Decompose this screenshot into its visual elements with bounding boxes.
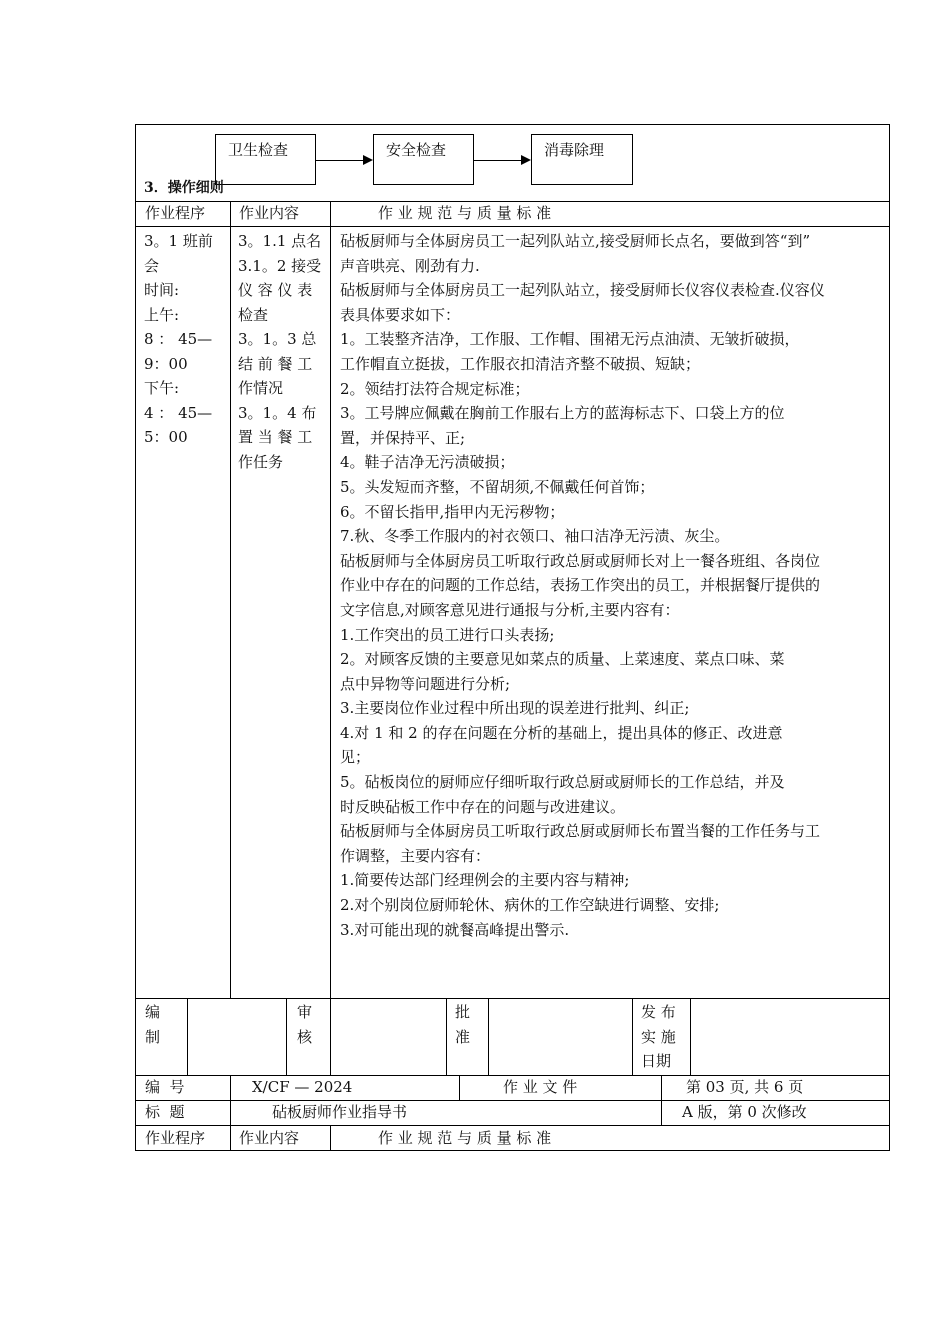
col-divider (230, 1125, 231, 1151)
col-divider (632, 998, 633, 1075)
signoff-char: 准 (455, 1027, 471, 1046)
standard-line: 4.对 1 和 2 的存在问题在分析的基础上，提出具体的修正、改进意 (340, 723, 783, 742)
standard-line: 置，并保持平、正; (340, 428, 466, 447)
standard-line: 4。鞋子洁净无污渍破损； (340, 453, 515, 472)
standard-line: 作业中存在的问题的工作总结，表扬工作突出的员工，并根据餐厅提供的 (340, 576, 821, 595)
standard-line: 2。领结打法符合规定标准； (340, 379, 530, 398)
col-divider (230, 1075, 231, 1125)
standard-line: 声音哄亮、刚劲有力. (340, 256, 480, 275)
content-column (238, 229, 326, 474)
row-divider (135, 998, 890, 999)
header-content: 作业内容 (239, 204, 300, 222)
flow-step-label: 消毒除理 (544, 141, 605, 159)
standard-line: 2.对个别岗位厨师轮休、病休的工作空缺进行调整、安排; (340, 896, 720, 915)
col-divider (690, 998, 691, 1075)
standard-line: 时反映砧板工作中存在的问题与改进建议。 (340, 797, 626, 816)
procedure-column (144, 229, 226, 450)
standard-line: 砧板厨师与全体厨房员工一起列队站立,接受厨师长点名，要做到答“到” (340, 232, 811, 250)
standard-line: 作调整，主要内容有： (340, 846, 491, 865)
signoff-approve-label (455, 1000, 470, 1049)
flow-arrow (316, 160, 364, 161)
procedure-line: 时间: (144, 281, 180, 299)
col-divider (459, 1075, 460, 1100)
flow-step-label: 卫生检查 (228, 141, 289, 159)
standard-line: 1。工装整齐洁净，工作服、工作帽、围裙无污点油渍、无皱折破损， (340, 330, 800, 349)
content-line: 仪 容 仪 表 (238, 281, 313, 299)
page-info: 第 03 页, 共 6 页 (686, 1078, 804, 1096)
col-divider (187, 998, 188, 1075)
procedure-line: 5：00 (144, 428, 188, 446)
section-heading: 3．操作细则 (144, 180, 224, 196)
standard-line: 1.工作突出的员工进行口头表扬; (340, 625, 555, 644)
col-divider (488, 998, 489, 1075)
col-divider (446, 998, 447, 1075)
signoff-char: 核 (297, 1027, 313, 1046)
flow-step-disinfection (531, 134, 633, 185)
procedure-line: 3。1 班前 (144, 232, 213, 250)
col-divider (330, 1125, 331, 1151)
procedure-line: 会 (144, 256, 160, 275)
footer-header-standard: 作 业 规 范 与 质 量 标 准 (378, 1129, 552, 1147)
standard-line: 7.秋、冬季工作服内的衬衣领口、袖口洁净无污渍、灰尘。 (340, 527, 730, 546)
row-divider (135, 226, 890, 227)
col-divider (330, 201, 331, 998)
standard-line: 6。不留长指甲,指甲内无污秽物； (340, 502, 565, 521)
footer-header-procedure: 作业程序 (145, 1129, 206, 1147)
flow-step-hygiene-check (215, 134, 316, 185)
content-line: 作任务 (238, 452, 284, 471)
standard-line: 5。砧板岗位的厨师应仔细听取行政总厨或厨师长的工作总结，并及 (340, 773, 785, 792)
col-divider (286, 998, 287, 1075)
signoff-char: 编 (145, 1003, 161, 1021)
procedure-line: 9：00 (144, 354, 188, 373)
standard-line: 5。头发短而齐整，不留胡须,不佩戴任何首饰； (340, 477, 655, 496)
col-divider (230, 201, 231, 998)
standard-line: 3.对可能出现的就餐高峰提出警示. (340, 920, 570, 939)
content-line: 3。1。3 总 (238, 330, 317, 348)
header-procedure: 作业程序 (145, 204, 206, 222)
standard-line: 砧板厨师与全体厨房员工听取行政总厨或厨师长对上一餐各班组、各岗位 (340, 551, 821, 570)
standard-line: 2。对顾客反馈的主要意见如菜点的质量、上菜速度、菜点口味、菜 (340, 650, 785, 669)
standard-line: 见； (340, 748, 371, 767)
title-value: 砧板厨师作业指导书 (272, 1103, 408, 1121)
revision: A 版，第 0 次修改 (682, 1103, 807, 1121)
arrow-head-icon (363, 155, 373, 165)
content-line: 3.1。2 接受 (238, 256, 322, 275)
standard-line: 3。工号牌应佩戴在胸前工作服右上方的蓝海标志下、口袋上方的位 (340, 404, 785, 423)
standard-line: 表具体要求如下： (340, 305, 461, 324)
content-line: 3。1.1 点名 (238, 232, 322, 250)
signoff-char: 批 (455, 1003, 471, 1021)
signoff-review-label (297, 1000, 312, 1049)
content-line: 检查 (238, 305, 269, 324)
standard-line: 文字信息,对顾客意见进行通报与分析,主要内容有： (340, 600, 680, 619)
content-line: 置 当 餐 工 (238, 428, 313, 446)
arrow-head-icon (521, 155, 531, 165)
signoff-char: 制 (145, 1027, 161, 1046)
flow-step-label: 安全检查 (386, 141, 447, 159)
title-label: 标 题 (145, 1103, 185, 1121)
standard-line: 1.简要传达部门经理例会的主要内容与精神; (340, 871, 630, 890)
standard-line: 3.主要岗位作业过程中所出现的误差进行批判、纠正; (340, 699, 690, 718)
procedure-line: 8 ： 45— (144, 330, 213, 348)
content-line: 3。1。4 布 (238, 403, 317, 422)
footer-header-content: 作业内容 (239, 1129, 300, 1147)
flow-arrow (474, 160, 522, 161)
procedure-line: 上午: (144, 305, 180, 324)
standard-line: 砧板厨师与全体厨房员工听取行政总厨或厨师长布置当餐的工作任务与工 (340, 822, 821, 841)
content-line: 作情况 (238, 379, 284, 397)
code-label: 编 号 (145, 1078, 185, 1096)
signoff-compile-label (145, 1000, 160, 1049)
header-standard: 作 业 规 范 与 质 量 标 准 (378, 204, 552, 222)
code-value: X/CF — 2024 (252, 1078, 353, 1096)
doc-type: 作 业 文 件 (503, 1078, 578, 1096)
standard-column (340, 229, 883, 942)
col-divider (661, 1075, 662, 1125)
procedure-line: 下午: (144, 379, 180, 397)
signoff-release-label (641, 1000, 676, 1074)
content-line: 结 前 餐 工 (238, 354, 313, 373)
signoff-char: 发 布 (641, 1003, 676, 1021)
signoff-char: 实 施 (641, 1027, 676, 1046)
standard-line: 点中异物等问题进行分析; (340, 674, 511, 693)
signoff-char: 日期 (641, 1052, 672, 1070)
procedure-line: 4 ： 45— (144, 403, 213, 422)
flow-step-safety-check (373, 134, 474, 185)
standard-line: 砧板厨师与全体厨房员工一起列队站立，接受厨师长仪容仪表检查.仪容仪 (340, 281, 825, 300)
standard-line: 工作帽直立挺拔，工作服衣扣清洁齐整不破损、短缺； (340, 354, 701, 373)
col-divider (330, 998, 331, 1075)
signoff-char: 审 (297, 1003, 313, 1021)
